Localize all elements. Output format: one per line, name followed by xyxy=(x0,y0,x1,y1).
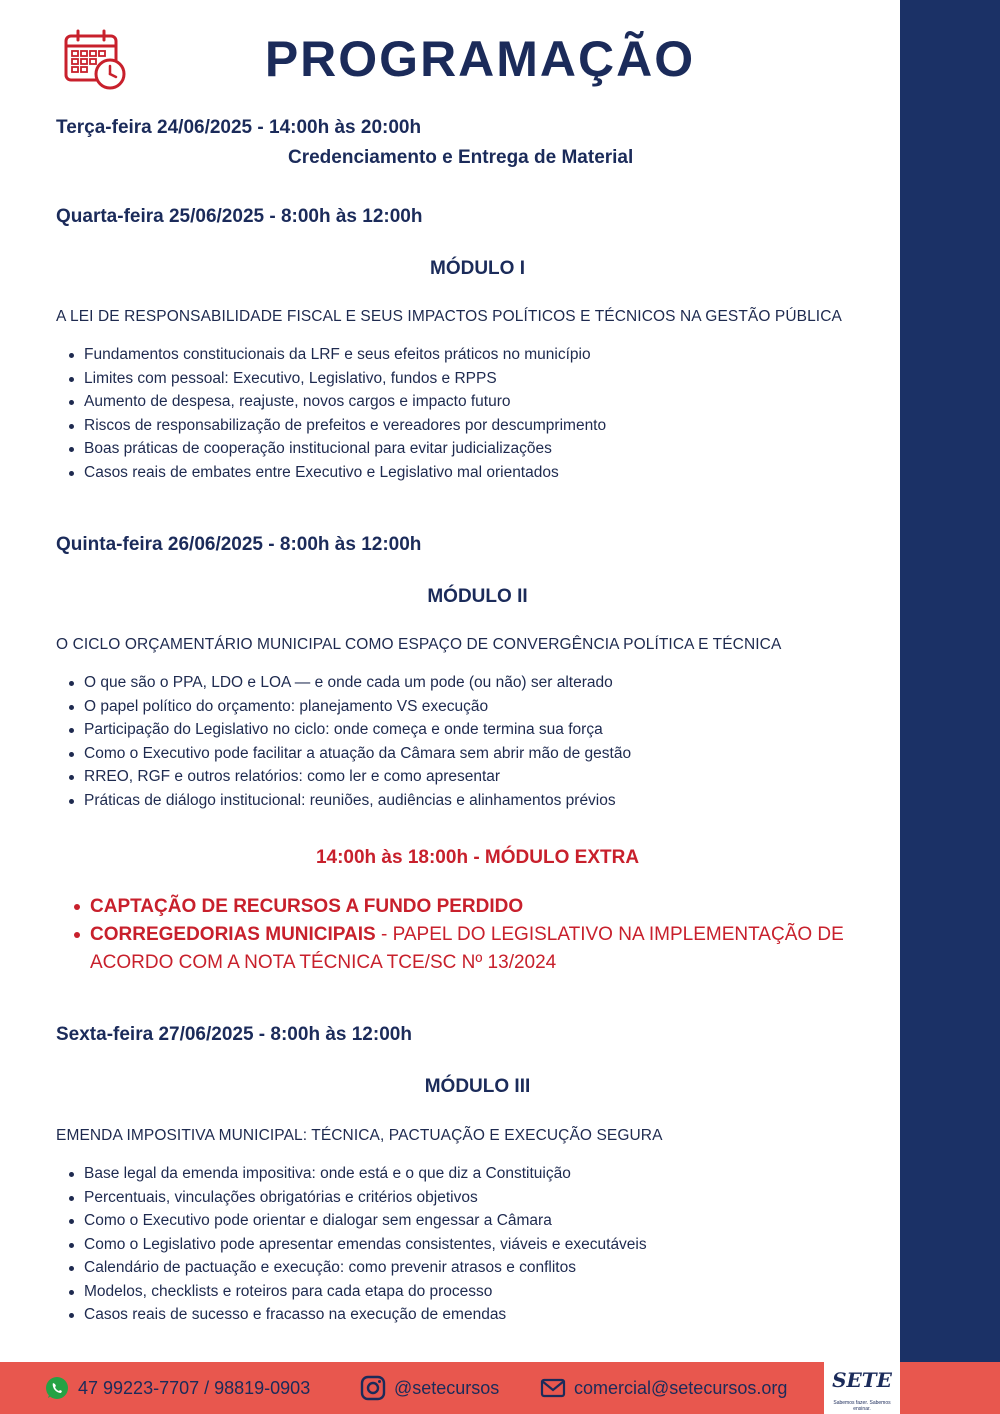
logo-wordmark: SETE xyxy=(832,1368,892,1392)
list-item: Modelos, checklists e roteiros para cada etapa do processo xyxy=(84,1280,647,1304)
company-logo xyxy=(824,1362,900,1414)
phone-contact[interactable] xyxy=(44,1362,310,1414)
day-heading: Quarta-feira 25/06/2025 - 8:00h às 12:00h xyxy=(56,206,423,227)
instagram-handle: @setecursos xyxy=(394,1377,500,1398)
module-title: MÓDULO II xyxy=(427,586,528,607)
list-item: Limites com pessoal: Executivo, Legislativo, fundos e RPPS xyxy=(84,367,606,391)
whatsapp-icon xyxy=(44,1375,70,1401)
day-heading: Sexta-feira 27/06/2025 - 8:00h às 12:00h xyxy=(56,1024,412,1045)
module-topic: A LEI DE RESPONSABILIDADE FISCAL E SEUS IMPACTOS POLÍTICOS E TÉCNICOS NA GESTÃO PÚBLICA xyxy=(56,308,842,325)
email-address: comercial@setecursos.org xyxy=(574,1377,788,1398)
list-item: O que são o PPA, LDO e LOA — e onde cada um pode (ou não) ser alterado xyxy=(84,671,631,695)
extra-item-title: CORREGEDORIAS MUNICIPAIS xyxy=(90,924,376,945)
list-item xyxy=(90,921,880,977)
mail-icon xyxy=(540,1375,566,1401)
list-item: Calendário de pactuação e execução: como prevenir atrasos e conflitos xyxy=(84,1256,647,1280)
extra-item-title: CAPTAÇÃO DE RECURSOS A FUNDO PERDIDO xyxy=(90,896,524,917)
extra-item-text: - PAPEL DO LEGISLATIVO NA IMPLEMENTAÇÃO DE ACORDO COM A NOTA TÉCNICA TCE/SC Nº 13/2024 xyxy=(90,924,844,973)
list-item xyxy=(90,893,880,921)
module-topic: EMENDA IMPOSITIVA MUNICIPAL: TÉCNICA, PACTUAÇÃO E EXECUÇÃO SEGURA xyxy=(56,1127,663,1144)
list-item: Boas práticas de cooperação institucional para evitar judicializações xyxy=(84,437,606,461)
list-item: Como o Legislativo pode apresentar emendas consistentes, viáveis e executáveis xyxy=(84,1233,647,1257)
instagram-contact[interactable] xyxy=(360,1362,499,1414)
module-items xyxy=(84,1162,647,1327)
extra-module-heading: 14:00h às 18:00h - MÓDULO EXTRA xyxy=(315,847,640,868)
list-item: Riscos de responsabilização de prefeitos e vereadores por descumprimento xyxy=(84,414,606,438)
email-contact[interactable] xyxy=(540,1362,787,1414)
list-item: Casos reais de embates entre Executivo e Legislativo mal orientados xyxy=(84,461,606,485)
list-item: Como o Executivo pode orientar e dialogar sem engessar a Câmara xyxy=(84,1209,647,1233)
list-item: Aumento de despesa, reajuste, novos cargos e impacto futuro xyxy=(84,390,606,414)
instagram-icon xyxy=(360,1375,386,1401)
page-title: PROGRAMAÇÃO xyxy=(264,31,696,87)
list-item: Participação do Legislativo no ciclo: onde começa e onde termina sua força xyxy=(84,718,631,742)
list-item: Práticas de diálogo institucional: reuniões, audiências e alinhamentos prévios xyxy=(84,789,631,813)
day-heading: Terça-feira 24/06/2025 - 14:00h às 20:00h xyxy=(56,117,422,138)
list-item: Fundamentos constitucionais da LRF e seus efeitos práticos no município xyxy=(84,343,606,367)
logo-tagline: Sabemos fazer. Sabemos ensinar. xyxy=(833,1400,891,1412)
list-item: O papel político do orçamento: planejamento VS execução xyxy=(84,695,631,719)
day-heading: Quinta-feira 26/06/2025 - 8:00h às 12:00h xyxy=(56,534,422,555)
list-item: Base legal da emenda impositiva: onde está e o que diz a Constituição xyxy=(84,1162,647,1186)
module-topic: O CICLO ORÇAMENTÁRIO MUNICIPAL COMO ESPAÇO DE CONVERGÊNCIA POLÍTICA E TÉCNICA xyxy=(56,636,782,653)
day-activity: Credenciamento e Entrega de Material xyxy=(288,147,634,168)
module-items xyxy=(84,671,631,812)
list-item: RREO, RGF e outros relatórios: como ler e como apresentar xyxy=(84,765,631,789)
list-item: Percentuais, vinculações obrigatórias e critérios objetivos xyxy=(84,1186,647,1210)
contact-footer xyxy=(0,1362,1000,1414)
module-items xyxy=(84,343,606,484)
extra-module-items xyxy=(90,893,880,977)
module-title: MÓDULO I xyxy=(430,258,525,279)
list-item: Como o Executivo pode facilitar a atuação da Câmara sem abrir mão de gestão xyxy=(84,742,631,766)
module-title: MÓDULO III xyxy=(424,1076,531,1097)
phone-numbers: 47 99223-7707 / 98819-0903 xyxy=(78,1377,311,1398)
right-sidebar-band xyxy=(900,0,1000,1414)
list-item: Casos reais de sucesso e fracasso na execução de emendas xyxy=(84,1303,647,1327)
